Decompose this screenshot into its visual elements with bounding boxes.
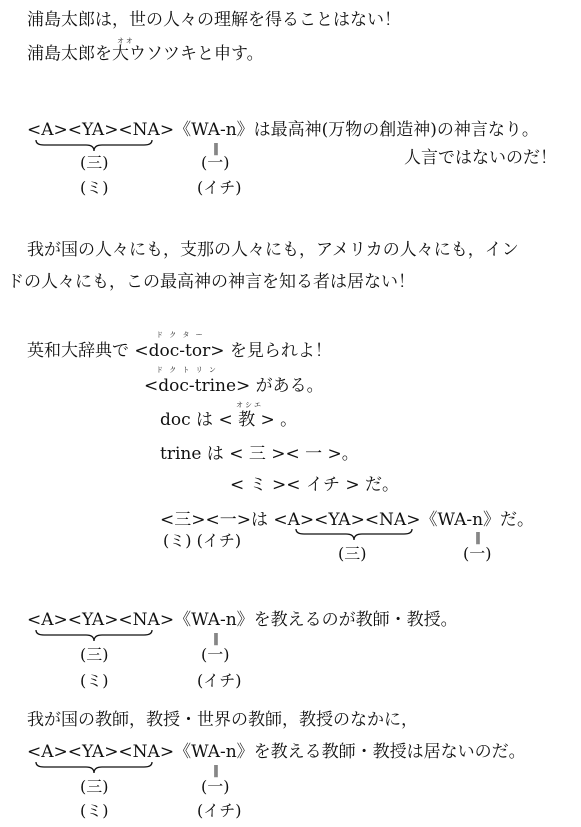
note-mi-3: (ミ) <box>80 671 109 690</box>
line-1: 浦島太郎は，世の人々の理解を得ることはない！ <box>27 10 401 30</box>
line-5: 我が国の人々にも，支那の人々にも，アメリカの人々にも，イン <box>27 240 519 260</box>
note-ichi-kana-4: (イチ) <box>197 801 242 820</box>
line-7: 英和大辞典で <doc-tor> を見られよ！ <box>27 341 332 361</box>
line-9-part-b: 教 <box>238 410 256 430</box>
line-15: <A><YA><NA>《WA-n》を教える教師・教授は居ないのだ。 <box>27 742 526 762</box>
note-mi-1: (ミ) <box>80 178 109 197</box>
line-9-part-a: doc は < <box>160 410 233 430</box>
furigana-dokutorin: ド ク ト リ ン <box>156 366 218 374</box>
line-8: <doc-trine> がある。 <box>144 376 324 396</box>
brace-4 <box>34 761 154 775</box>
furigana-dokutaa: ド ク タ ー <box>156 331 205 339</box>
note-san-3: (三) <box>80 645 109 664</box>
line-12-sub: (ミ) (イチ) <box>163 531 242 550</box>
brace-1 <box>34 139 154 153</box>
note-ichi-kanji-1: (一) <box>201 153 230 172</box>
note-ichi-kanji-2: (一) <box>463 544 492 563</box>
line-6: ドの人々にも，この最高神の神言を知る者は居ない！ <box>7 272 415 292</box>
line-14: 我が国の教師，教授・世界の教師，教授のなかに， <box>27 710 418 730</box>
note-mi-4: (ミ) <box>80 801 109 820</box>
note-san-4: (三) <box>80 777 109 796</box>
note-ichi-kana-3: (イチ) <box>197 671 242 690</box>
equals-mark-1: ‖ <box>213 141 219 155</box>
furigana-oo: オオ <box>117 37 135 45</box>
line-2 <box>27 44 264 64</box>
line-11: < ミ >< イチ > だ。 <box>230 475 399 495</box>
line-3: <A><YA><NA>《WA-n》は最高神(万物の創造神)の神言なり。 <box>27 120 539 140</box>
note-san-1: (三) <box>80 153 109 172</box>
line-13: <A><YA><NA>《WA-n》を教えるのが教師・教授。 <box>27 610 458 630</box>
note-ichi-kanji-4: (一) <box>201 777 230 796</box>
note-san-2: (三) <box>338 544 367 563</box>
equals-mark-3: ‖ <box>213 631 219 645</box>
note-ichi-kanji-3: (一) <box>201 645 230 664</box>
line-2-part-c: ウソツキと申す。 <box>129 44 264 64</box>
brace-2 <box>294 528 414 542</box>
line-12: <三><一>は <A><YA><NA>《WA-n》だ。 <box>160 510 535 530</box>
line-10: trine は < 三 >< 一 >。 <box>160 444 359 464</box>
equals-mark-4: ‖ <box>213 763 219 777</box>
line-9 <box>160 410 297 430</box>
line-4: 人言ではないのだ！ <box>404 148 557 168</box>
equals-mark-2: ‖ <box>475 530 481 544</box>
line-2-part-b: 大 <box>112 44 129 64</box>
note-ichi-kana-1: (イチ) <box>197 178 242 197</box>
line-9-part-c: > 。 <box>260 410 298 430</box>
line-2-part-a: 浦島太郎を <box>27 44 112 64</box>
brace-3 <box>34 629 154 643</box>
furigana-oshie: オシエ <box>236 401 263 409</box>
